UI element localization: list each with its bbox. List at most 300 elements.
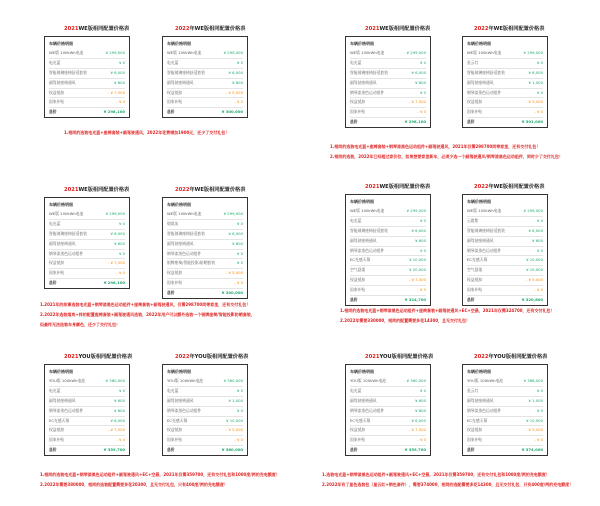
price-row-label: 云霞紫 bbox=[467, 217, 479, 223]
price-row bbox=[467, 266, 543, 276]
price-row bbox=[467, 217, 543, 227]
price-row-value: ¥ 0 bbox=[536, 89, 543, 95]
price-row bbox=[350, 49, 426, 59]
price-row-value: ¥ 0 bbox=[236, 220, 243, 226]
price-row-label: 权益抵扣 bbox=[350, 99, 366, 105]
total-label: 总价 bbox=[49, 447, 57, 453]
price-row bbox=[350, 436, 426, 446]
price-row-value: ¥ 6,000 bbox=[228, 69, 243, 75]
price-row-label: WE版 100kWh电池 bbox=[167, 50, 202, 55]
card-header: 车辆价格明细 bbox=[49, 41, 73, 46]
price-row-label: EC光感天幕 bbox=[167, 417, 188, 423]
price-row bbox=[49, 59, 125, 69]
price-row-label: 国家补贴 bbox=[167, 280, 183, 286]
price-row-value: ¥ 6,000 bbox=[411, 227, 426, 233]
price-row-value: ¥ 600 bbox=[532, 237, 543, 243]
price-row-label: 副驾驶座椅通风 bbox=[350, 79, 377, 85]
price-row-label: 国家补贴 bbox=[350, 287, 366, 293]
price-row bbox=[467, 227, 543, 237]
price-row-label: 权益抵扣 bbox=[49, 427, 65, 433]
price-row bbox=[467, 207, 543, 217]
price-row bbox=[167, 240, 243, 250]
note-line: 1.相同的选装电光蓝+钢琴漆黑色运动组件+副驾驶通风+EC+空悬，2021年仅需359700，还有交付礼包和1000度/两的充电额度！ bbox=[40, 472, 280, 477]
price-row-value: ¥ 10,000 bbox=[526, 417, 543, 423]
price-row bbox=[49, 49, 125, 59]
price-row bbox=[167, 279, 243, 289]
price-row-value: ¥ 360,000 bbox=[406, 378, 426, 383]
note-block bbox=[64, 128, 229, 138]
total-row bbox=[49, 108, 125, 117]
price-row bbox=[167, 417, 243, 427]
card-header: 车辆价格明细 bbox=[350, 369, 374, 374]
price-row bbox=[49, 79, 125, 89]
price-row-label: WE版 100kWh电池 bbox=[167, 211, 202, 216]
price-row-value: - ¥ 5,000 bbox=[225, 270, 243, 276]
price-row bbox=[467, 387, 543, 397]
price-row-label: 智能玻璃座椅舒适套装 bbox=[167, 230, 205, 236]
card-header: 车辆价格明细 bbox=[49, 369, 73, 374]
price-row bbox=[167, 397, 243, 407]
price-row bbox=[167, 210, 243, 220]
price-row bbox=[467, 286, 543, 296]
price-row bbox=[467, 417, 543, 427]
price-row-value: - ¥ 7,500 bbox=[107, 89, 125, 95]
price-row-label: 国家补贴 bbox=[350, 437, 366, 443]
panel-title: 2022年YOU版相同配置价格表 bbox=[175, 354, 249, 360]
price-card bbox=[44, 364, 130, 456]
price-row-label: 国家补贴 bbox=[167, 437, 183, 443]
total-label: 总价 bbox=[49, 280, 57, 286]
panel-title: 2022年WE版相同配置价格表 bbox=[175, 187, 246, 193]
price-row-value: ¥ 0 bbox=[236, 260, 243, 266]
note-line: 2.2022年需要330000，相同的配置需要多花14300，且无交付礼包！ bbox=[340, 318, 471, 323]
total-row bbox=[350, 296, 426, 305]
price-row-value: - ¥ 7,500 bbox=[408, 99, 426, 105]
total-label: 总价 bbox=[167, 447, 175, 453]
price-row-value: ¥ 0 bbox=[419, 387, 426, 393]
price-row-label: 电光蓝 bbox=[49, 59, 61, 65]
price-row-label: 钢琴漆黑色运动组件 bbox=[467, 89, 502, 95]
price-row bbox=[49, 89, 125, 99]
price-row bbox=[350, 237, 426, 247]
total-row bbox=[467, 296, 543, 305]
price-row bbox=[467, 237, 543, 247]
price-row-value: ¥ 20,000 bbox=[409, 267, 426, 273]
total-row bbox=[167, 289, 243, 298]
price-row-label: 智能玻璃座椅舒适套装 bbox=[467, 69, 505, 75]
price-row bbox=[49, 230, 125, 240]
price-row-value: - ¥ 0 bbox=[417, 109, 426, 115]
price-row bbox=[350, 417, 426, 427]
price-row bbox=[167, 377, 243, 387]
price-row bbox=[49, 220, 125, 230]
panel-title: 2021YOU版相同配置价格表 bbox=[64, 354, 133, 360]
price-row-value: ¥ 0 bbox=[118, 387, 125, 393]
panel-title: 2021WE版相同配置价格表 bbox=[365, 184, 431, 190]
price-row-label: 钢琴漆黑色运动组件 bbox=[350, 247, 385, 253]
price-row bbox=[467, 276, 543, 286]
price-row-value: - ¥ 7,500 bbox=[107, 427, 125, 433]
total-row bbox=[350, 118, 426, 127]
price-row bbox=[350, 256, 426, 266]
price-row-label: 钢琴漆黑色运动组件 bbox=[167, 250, 202, 256]
price-row bbox=[467, 426, 543, 436]
price-row-label: 智能玻璃座椅舒适套装 bbox=[467, 227, 505, 233]
price-row-label: 电光蓝 bbox=[167, 59, 179, 65]
price-row-label: 星云红 bbox=[467, 387, 479, 393]
price-row-label: 权益抵扣 bbox=[167, 89, 183, 95]
price-row-value: ¥ 368,000 bbox=[523, 378, 543, 383]
price-row-value: ¥ 10,000 bbox=[526, 257, 543, 263]
total-label: 总价 bbox=[167, 290, 175, 296]
price-row bbox=[49, 210, 125, 220]
price-row-label: 钢琴漆黑色运动组件 bbox=[49, 407, 84, 413]
price-card bbox=[162, 364, 248, 456]
price-row-value: ¥ 0 bbox=[419, 247, 426, 253]
price-row-value: ¥ 6,000 bbox=[110, 230, 125, 236]
total-label: 总价 bbox=[467, 297, 475, 303]
price-row-label: EC光感天幕 bbox=[350, 417, 371, 423]
total-label: 总价 bbox=[467, 119, 475, 125]
price-row-label: 电光蓝 bbox=[350, 217, 362, 223]
price-row bbox=[49, 397, 125, 407]
price-row-label: 国家补贴 bbox=[467, 287, 483, 293]
price-row-value: ¥ 0 bbox=[419, 59, 426, 65]
price-row bbox=[350, 247, 426, 257]
price-row-value: ¥ 360,000 bbox=[223, 378, 243, 383]
price-card bbox=[462, 194, 548, 306]
price-row bbox=[467, 247, 543, 257]
price-row bbox=[49, 240, 125, 250]
price-row-value: ¥ 0 bbox=[236, 250, 243, 256]
note-line: 1.相同的选装电光蓝+钢琴漆黑色运动组件+座椅套装+副驾驶通风+EC+空悬，2021年仅需324700，还有交付礼包！ bbox=[340, 308, 555, 313]
price-row-value: ¥ 0 bbox=[118, 250, 125, 256]
price-row-value: - ¥ 5,000 bbox=[525, 99, 543, 105]
total-value: ¥ 300,000 bbox=[221, 109, 243, 115]
total-row bbox=[49, 279, 125, 288]
price-row bbox=[350, 217, 426, 227]
total-label: 总价 bbox=[350, 447, 358, 453]
price-row-value: ¥ 299,000 bbox=[523, 50, 543, 55]
price-row-value: ¥ 0 bbox=[536, 247, 543, 253]
price-row-value: ¥ 0 bbox=[118, 220, 125, 226]
price-row bbox=[350, 227, 426, 237]
price-row bbox=[49, 269, 125, 279]
price-row-value: - ¥ 0 bbox=[116, 99, 125, 105]
total-row bbox=[467, 118, 543, 127]
note-line: 2.2022年选装烟岚+样的配置座椅套装+副驾驶通风选装，2022年用户可以额外选装一个银牌座椅/智能投影防晒套装， bbox=[40, 312, 255, 317]
price-row-value: - ¥ 5,000 bbox=[225, 89, 243, 95]
note-line: 1.2021年的故事选装电光蓝+钢琴漆黑色运动组件+座椅套装+副驾驶通风，仅需298700同等家里，还有交付礼包！ bbox=[40, 302, 251, 307]
price-row-value: - ¥ 5,000 bbox=[525, 427, 543, 433]
price-row bbox=[350, 108, 426, 118]
price-row-label: 空气悬架 bbox=[467, 267, 483, 273]
card-header: 车辆价格明细 bbox=[467, 199, 491, 204]
card-header: 车辆价格明细 bbox=[467, 41, 491, 46]
price-row bbox=[167, 269, 243, 279]
price-row-value: ¥ 0 bbox=[236, 407, 243, 413]
price-row-label: 空气悬架 bbox=[350, 267, 366, 273]
price-row-label: 钢琴漆黑色运动组件 bbox=[350, 89, 385, 95]
price-row-label: 钢琴漆黑色运动组件 bbox=[167, 407, 202, 413]
price-row bbox=[350, 407, 426, 417]
price-row bbox=[49, 98, 125, 108]
price-row bbox=[167, 69, 243, 79]
price-row-value: ¥ 600 bbox=[232, 240, 243, 246]
price-row-value: ¥ 600 bbox=[415, 79, 426, 85]
price-row-value: - ¥ 0 bbox=[534, 109, 543, 115]
total-value: ¥ 298,100 bbox=[404, 119, 426, 125]
price-row bbox=[350, 98, 426, 108]
price-row-label: 钢琴漆黑色运动组件 bbox=[49, 250, 84, 256]
price-row-value: ¥ 0 bbox=[536, 407, 543, 413]
price-row-value: - ¥ 0 bbox=[234, 280, 243, 286]
price-row-label: EC光感天幕 bbox=[467, 417, 488, 423]
price-row bbox=[467, 98, 543, 108]
price-row-value: ¥ 0 bbox=[236, 387, 243, 393]
price-row-value: ¥ 600 bbox=[232, 79, 243, 85]
price-row-value: - ¥ 0 bbox=[116, 270, 125, 276]
price-row-value: ¥ 600 bbox=[415, 237, 426, 243]
price-row-value: - ¥ 0 bbox=[417, 287, 426, 293]
price-row bbox=[467, 397, 543, 407]
price-row-label: 权益抵扣 bbox=[167, 270, 183, 276]
price-row-label: 电光蓝 bbox=[49, 387, 61, 393]
price-row bbox=[49, 377, 125, 387]
price-row-label: WE版 100kWh电池 bbox=[467, 50, 502, 55]
price-row bbox=[467, 108, 543, 118]
note-line: 2.2022年有了星色选装包（星云红+钢色套件），需要374000，相同的选配需要多花14300，且无交付礼包，只有400度/两的充电额度！ bbox=[322, 482, 574, 487]
price-row bbox=[167, 220, 243, 230]
panel-title: 2021WE版相同配置价格表 bbox=[64, 26, 130, 32]
price-row-label: 权益抵扣 bbox=[467, 277, 483, 283]
total-row bbox=[467, 446, 543, 455]
price-row bbox=[467, 377, 543, 387]
price-row bbox=[167, 426, 243, 436]
total-value: ¥ 360,000 bbox=[221, 447, 243, 453]
price-card bbox=[462, 36, 548, 128]
price-row-label: WE版 100kWh电池 bbox=[350, 208, 385, 213]
note-block bbox=[40, 470, 280, 490]
price-row-value: ¥ 299,000 bbox=[406, 208, 426, 213]
card-header: 车辆价格明细 bbox=[167, 41, 191, 46]
price-row bbox=[167, 49, 243, 59]
price-row-label: 星云红 bbox=[467, 59, 479, 65]
price-row-label: 国家补贴 bbox=[167, 99, 183, 105]
price-row bbox=[49, 69, 125, 79]
price-row-label: 电光蓝 bbox=[350, 387, 362, 393]
price-row bbox=[467, 49, 543, 59]
price-card bbox=[462, 364, 548, 456]
price-row bbox=[467, 59, 543, 69]
price-row-label: 权益抵扣 bbox=[467, 427, 483, 433]
price-row-value: - ¥ 0 bbox=[534, 437, 543, 443]
price-row-value: ¥ 6,000 bbox=[411, 69, 426, 75]
card-header: 车辆价格明细 bbox=[167, 202, 191, 207]
price-row-value: - ¥ 7,500 bbox=[107, 260, 125, 266]
panel-title: 2022年YOU版相同配置价格表 bbox=[474, 354, 548, 360]
price-row-value: ¥ 299,000 bbox=[223, 50, 243, 55]
panel-title: 2022年WE版相同配置价格表 bbox=[175, 26, 246, 32]
price-card bbox=[44, 197, 130, 289]
price-row-label: 副驾驶座椅通风 bbox=[167, 240, 194, 246]
price-row-value: ¥ 1,000 bbox=[528, 397, 543, 403]
price-row-label: 智能玻璃座椅舒适套装 bbox=[350, 69, 388, 75]
price-card bbox=[345, 364, 431, 456]
panel-title: 2021YOU版相同配置价格表 bbox=[365, 354, 434, 360]
price-row-value: ¥ 10,000 bbox=[409, 257, 426, 263]
price-row-label: WE版 100kWh电池 bbox=[350, 50, 385, 55]
price-row-value: - ¥ 0 bbox=[234, 99, 243, 105]
price-card bbox=[44, 36, 130, 118]
price-row-value: ¥ 0 bbox=[118, 59, 125, 65]
price-row-label: 智能玻璃座椅舒适套装 bbox=[350, 227, 388, 233]
note-line: 1.相同的选装电光蓝+座椅套装+副驾驶通风，2022年花费增加1900元，还少了交付礼包！ bbox=[64, 130, 230, 135]
price-row-value: ¥ 600 bbox=[415, 407, 426, 413]
card-header: 车辆价格明细 bbox=[167, 369, 191, 374]
price-row-label: 副驾驶座椅通风 bbox=[467, 397, 494, 403]
price-row-value: ¥ 6,000 bbox=[528, 69, 543, 75]
price-row-value: - ¥ 0 bbox=[234, 437, 243, 443]
price-row-label: YOU版 100kWh电池 bbox=[167, 378, 204, 383]
price-row bbox=[467, 256, 543, 266]
price-card bbox=[345, 36, 431, 128]
price-row-value: - ¥ 7,500 bbox=[408, 277, 426, 283]
price-row-label: 钢琴漆黑色运动组件 bbox=[467, 407, 502, 413]
total-row bbox=[49, 446, 125, 455]
price-row-label: EC光感天幕 bbox=[467, 257, 488, 263]
total-label: 总价 bbox=[350, 297, 358, 303]
price-row-value: ¥ 0 bbox=[236, 59, 243, 65]
price-row-label: WE版 100kWh电池 bbox=[49, 50, 84, 55]
price-row bbox=[467, 79, 543, 89]
price-card bbox=[162, 197, 248, 299]
panel-title: 2021WE版相同配置价格表 bbox=[64, 187, 130, 193]
card-header: 车辆价格明细 bbox=[350, 41, 374, 46]
price-row bbox=[167, 59, 243, 69]
note-block bbox=[330, 142, 563, 162]
card-header: 车辆价格明细 bbox=[350, 199, 374, 204]
price-row bbox=[350, 59, 426, 69]
total-value: ¥ 300,000 bbox=[221, 290, 243, 296]
price-row-label: YOU版 100kWh电池 bbox=[467, 378, 504, 383]
price-row bbox=[49, 387, 125, 397]
price-row-value: ¥ 600 bbox=[114, 397, 125, 403]
price-row-label: 副驾驶座椅通风 bbox=[167, 397, 194, 403]
price-row bbox=[49, 250, 125, 260]
total-row bbox=[167, 108, 243, 117]
price-row-label: 权益抵扣 bbox=[49, 89, 65, 95]
price-row-value: ¥ 10,000 bbox=[526, 267, 543, 273]
total-label: 总价 bbox=[467, 447, 475, 453]
price-row-label: 国家补贴 bbox=[49, 270, 65, 276]
price-row-label: 电光蓝 bbox=[49, 220, 61, 226]
price-row-label: 国家补贴 bbox=[467, 109, 483, 115]
price-row-label: 电光蓝 bbox=[167, 387, 179, 393]
total-value: ¥ 324,700 bbox=[404, 297, 426, 303]
total-value: ¥ 301,000 bbox=[521, 119, 543, 125]
price-row bbox=[167, 436, 243, 446]
price-row-label: 电光蓝 bbox=[350, 59, 362, 65]
price-row bbox=[350, 276, 426, 286]
note-line: 2.相同的选装，2022年已经超过家价位，如果想要家里新车，必须少选一个副驾驶通风/钢琴漆黑色运动组件，同时少了交付礼包！ bbox=[330, 154, 563, 159]
price-row-value: - ¥ 0 bbox=[417, 437, 426, 443]
card-header: 车辆价格明细 bbox=[49, 202, 73, 207]
price-row-value: ¥ 6,000 bbox=[228, 230, 243, 236]
price-row-value: ¥ 360,000 bbox=[105, 378, 125, 383]
price-row-label: 国家补贴 bbox=[467, 437, 483, 443]
price-row-value: ¥ 0 bbox=[536, 387, 543, 393]
total-value: ¥ 359,700 bbox=[103, 447, 125, 453]
note-block bbox=[40, 300, 255, 330]
total-label: 总价 bbox=[350, 119, 358, 125]
price-row-value: ¥ 600 bbox=[114, 407, 125, 413]
price-row-label: YOU版 100kWh电池 bbox=[49, 378, 86, 383]
price-row-label: 钢琴漆黑色运动组件 bbox=[350, 407, 385, 413]
price-row-value: ¥ 299,000 bbox=[223, 211, 243, 216]
price-row-value: ¥ 6,000 bbox=[411, 417, 426, 423]
price-row bbox=[350, 207, 426, 217]
price-row bbox=[350, 266, 426, 276]
price-row-label: 副驾驶座椅通风 bbox=[49, 240, 76, 246]
price-row-label: 智能玻璃座椅舒适套装 bbox=[49, 69, 87, 75]
price-row-value: ¥ 299,000 bbox=[105, 50, 125, 55]
price-row bbox=[350, 426, 426, 436]
note-block bbox=[322, 470, 573, 490]
price-row-label: EC光感天幕 bbox=[49, 417, 70, 423]
price-row-label: 智能玻璃座椅舒适套装 bbox=[49, 230, 87, 236]
price-row-label: WE版 100kWh电池 bbox=[467, 208, 502, 213]
price-row bbox=[167, 259, 243, 269]
price-row-label: 银牌座椅/智能投影/防晒套装 bbox=[167, 260, 216, 266]
total-value: ¥ 298,100 bbox=[103, 280, 125, 286]
price-row-label: 副驾驶座椅通风 bbox=[467, 237, 494, 243]
price-row bbox=[167, 250, 243, 260]
price-row-value: ¥ 0 bbox=[536, 59, 543, 65]
price-card bbox=[162, 36, 248, 118]
total-row bbox=[167, 446, 243, 455]
price-row-label: 国家补贴 bbox=[350, 109, 366, 115]
price-row-label: 权益抵扣 bbox=[49, 260, 65, 266]
price-row bbox=[49, 417, 125, 427]
note-line: 但最终无法选装车身颜色，还少了交付礼包！ bbox=[40, 322, 120, 327]
price-row bbox=[167, 98, 243, 108]
price-row-label: 权益抵扣 bbox=[167, 427, 183, 433]
price-row-value: ¥ 600 bbox=[415, 397, 426, 403]
panel-title: 2022年WE版相同配置价格表 bbox=[474, 26, 545, 32]
total-value: ¥ 298,100 bbox=[103, 109, 125, 115]
price-row bbox=[167, 407, 243, 417]
price-row bbox=[49, 436, 125, 446]
price-row-label: 权益抵扣 bbox=[350, 277, 366, 283]
price-row-label: WE版 100kWh电池 bbox=[49, 211, 84, 216]
price-row bbox=[350, 79, 426, 89]
price-row-value: - ¥ 0 bbox=[116, 437, 125, 443]
price-row-label: 权益抵扣 bbox=[350, 427, 366, 433]
price-row-value: ¥ 6,000 bbox=[528, 227, 543, 233]
price-row-value: ¥ 10,000 bbox=[226, 417, 243, 423]
price-row-label: 智能玻璃座椅舒适套装 bbox=[167, 69, 205, 75]
price-row-value: ¥ 0 bbox=[419, 217, 426, 223]
price-row-value: - ¥ 7,500 bbox=[408, 427, 426, 433]
total-value: ¥ 320,600 bbox=[521, 297, 543, 303]
price-row bbox=[467, 69, 543, 79]
price-row-value: ¥ 299,000 bbox=[523, 208, 543, 213]
total-row bbox=[350, 446, 426, 455]
price-row-value: - ¥ 5,000 bbox=[225, 427, 243, 433]
price-row bbox=[167, 387, 243, 397]
price-row bbox=[350, 89, 426, 99]
